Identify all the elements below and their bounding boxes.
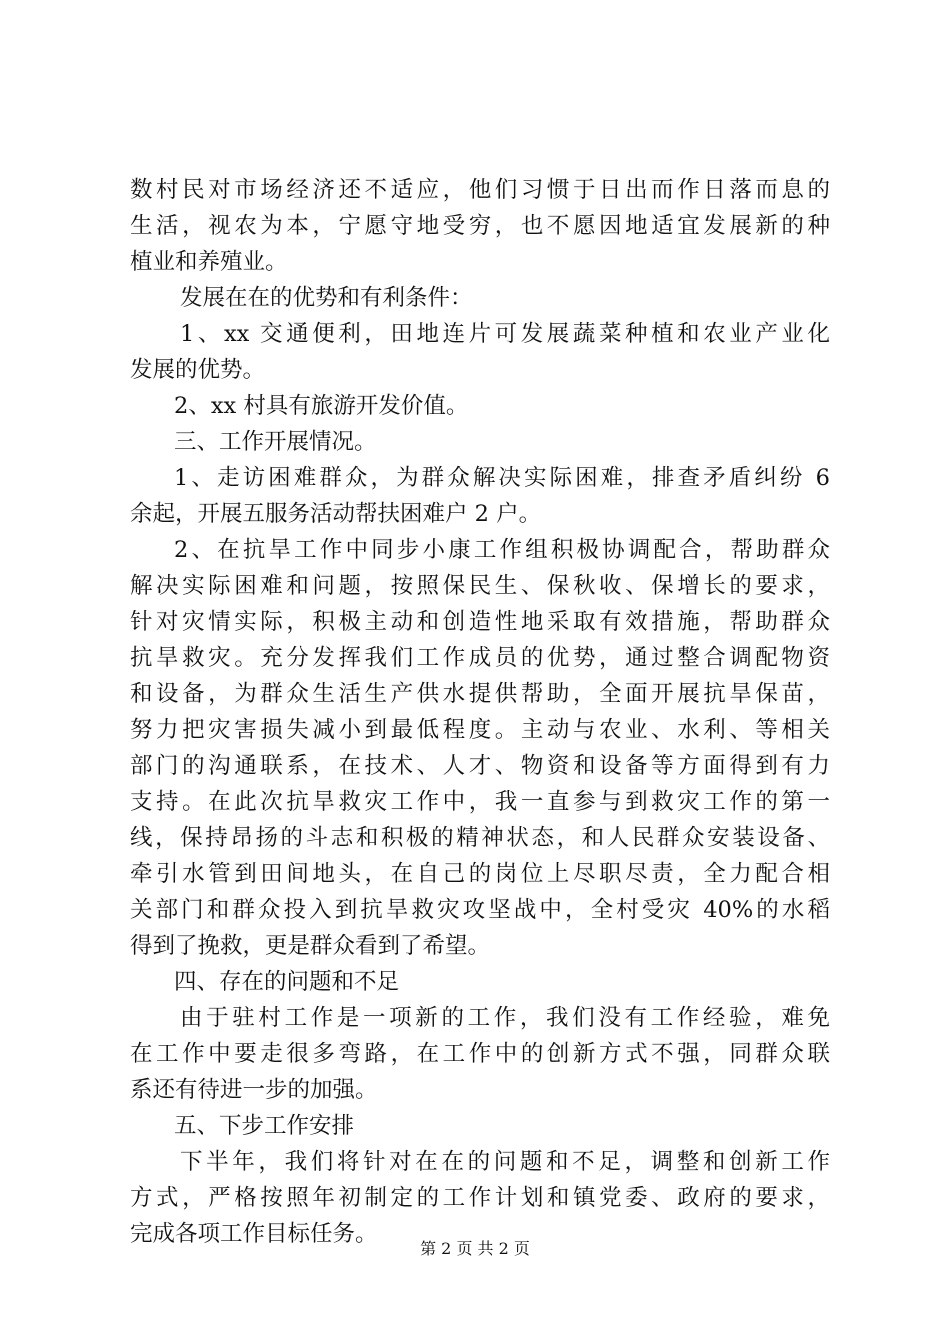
paragraph-line: 余起，开展五服务活动帮扶困难户 2 户。	[130, 501, 542, 527]
paragraph-line: 抗旱救灾。充分发挥我们工作成员的优势，通过整合调配物资	[130, 645, 830, 671]
paragraph-line: 由于驻村工作是一项新的工作，我们没有工作经验，难免	[180, 1005, 830, 1031]
paragraph-line: 完成各项工作目标任务。	[130, 1221, 378, 1247]
paragraph-line: 生活，视农为本，宁愿守地受穷，也不愿因地适宜发展新的种	[130, 213, 830, 239]
paragraph-line: 发展在在的优势和有利条件：	[180, 285, 473, 311]
paragraph-line: 牵引水管到田间地头，在自己的岗位上尽职尽责，全力配合相	[130, 861, 830, 887]
paragraph-line: 方式，严格按照年初制定的工作计划和镇党委、政府的要求，	[130, 1185, 830, 1211]
paragraph-line: 植业和养殖业。	[130, 249, 288, 275]
paragraph-line: 解决实际困难和问题，按照保民生、保秋收、保增长的要求，	[130, 573, 830, 599]
paragraph-line: 系还有待进一步的加强。	[130, 1077, 378, 1103]
paragraph-line: 1、xx 交通便利，田地连片可发展蔬菜种植和农业产业化	[180, 321, 830, 347]
paragraph-line: 在工作中要走很多弯路，在工作中的创新方式不强，同群众联	[130, 1041, 830, 1067]
section-heading: 四、存在的问题和不足	[174, 969, 400, 995]
paragraph-line: 2、在抗旱工作中同步小康工作组积极协调配合，帮助群众	[174, 537, 830, 563]
paragraph-line: 下半年，我们将针对在在的问题和不足，调整和创新工作	[180, 1149, 830, 1175]
section-heading: 五、下步工作安排	[174, 1113, 355, 1139]
paragraph-line: 关部门和群众投入到抗旱救灾攻坚战中，全村受灾 40%的水稻	[130, 897, 830, 923]
page-footer	[0, 1238, 950, 1260]
paragraph-line: 部门的沟通联系，在技术、人才、物资和设备等方面得到有力	[130, 753, 830, 779]
paragraph-line: 针对灾情实际，积极主动和创造性地采取有效措施，帮助群众	[130, 609, 830, 635]
paragraph-line: 得到了挽救，更是群众看到了希望。	[130, 933, 491, 959]
paragraph-line: 线，保持昂扬的斗志和积极的精神状态，和人民群众安装设备、	[130, 825, 830, 851]
paragraph-line: 和设备，为群众生活生产供水提供帮助，全面开展抗旱保苗，	[130, 681, 830, 707]
section-heading: 三、工作开展情况。	[174, 429, 377, 455]
paragraph-line: 发展的优势。	[130, 357, 266, 383]
paragraph-line: 努力把灾害损失减小到最低程度。主动与农业、水利、等相关	[130, 717, 830, 743]
paragraph-line: 数村民对市场经济还不适应，他们习惯于日出而作日落而息的	[130, 177, 830, 203]
document-body	[130, 172, 830, 1252]
paragraph-line: 1、走访困难群众，为群众解决实际困难，排查矛盾纠纷 6	[174, 465, 830, 491]
page-indicator: 第 2 页 共 2 页	[420, 1239, 530, 1258]
paragraph-line: 支持。在此次抗旱救灾工作中，我一直参与到救灾工作的第一	[130, 789, 830, 815]
paragraph-line: 2、xx 村具有旅游开发价值。	[174, 393, 469, 419]
